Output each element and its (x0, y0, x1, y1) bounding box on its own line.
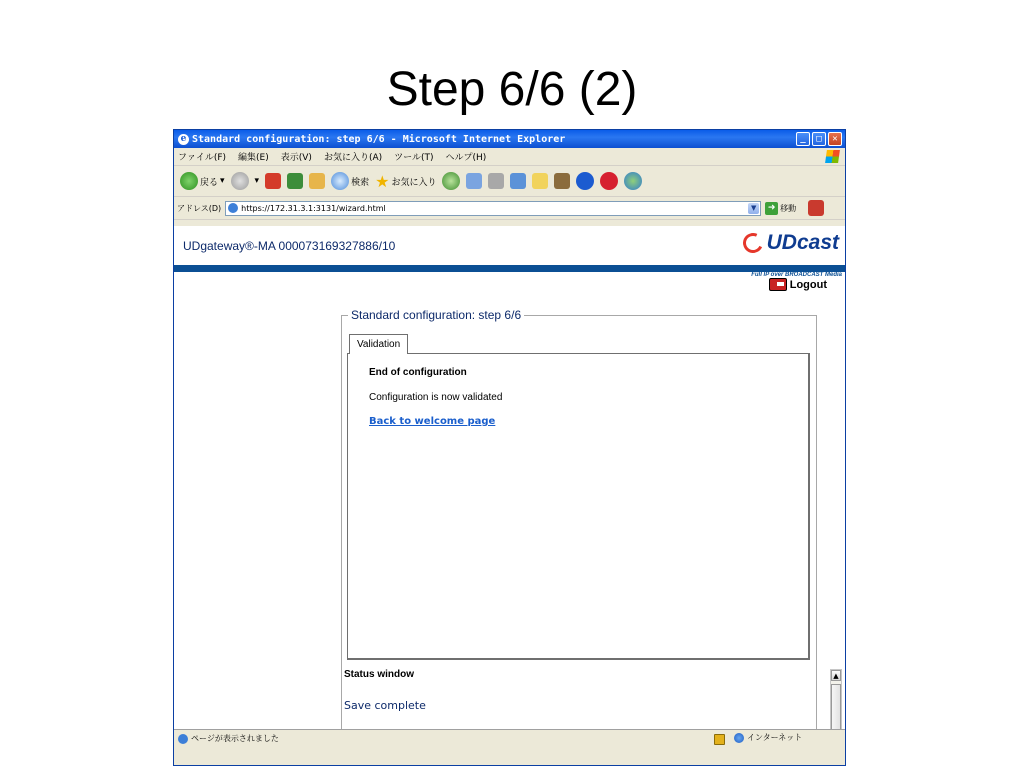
security-zone (734, 732, 802, 743)
chevron-down-icon: ▾ (254, 176, 260, 186)
wizard-fieldset (341, 308, 817, 747)
star-icon: ★ (375, 171, 390, 191)
status-window-title: Status window (344, 669, 414, 680)
windows-flag-icon (825, 150, 840, 163)
lock-icon[interactable] (714, 734, 725, 745)
toolbar (174, 166, 845, 197)
chevron-down-icon[interactable]: ▼ (748, 203, 759, 214)
maximize-button[interactable]: □ (812, 132, 826, 146)
go-button[interactable] (765, 202, 796, 215)
logout-label: Logout (789, 278, 827, 291)
print-icon[interactable] (488, 173, 504, 189)
back-label: 戻る (200, 177, 219, 188)
menu-favorites[interactable]: お気に入り(A) (323, 153, 383, 163)
window-titlebar[interactable] (174, 130, 845, 148)
forward-arrow-icon[interactable] (231, 172, 249, 190)
browser-window (173, 129, 846, 766)
bluetooth-icon[interactable] (576, 172, 594, 190)
zone-text: インターネット (747, 733, 803, 742)
address-input[interactable] (225, 201, 761, 216)
mail-icon[interactable] (466, 173, 482, 189)
chevron-down-icon: ▾ (220, 176, 225, 186)
close-button[interactable]: ✕ (828, 132, 842, 146)
page-content (174, 226, 845, 747)
tab-validation[interactable]: Validation (349, 334, 408, 354)
back-arrow-icon (180, 172, 198, 190)
panel-message: Configuration is now validated (369, 392, 503, 403)
users-icon[interactable] (624, 172, 642, 190)
status-line: Save complete (344, 699, 426, 712)
search-label: 検索 (351, 177, 370, 188)
wizard-legend: Standard configuration: step 6/6 (348, 308, 524, 322)
address-label: アドレス(D) (177, 203, 222, 213)
acrobat-icon[interactable] (808, 200, 824, 216)
go-arrow-icon: ➜ (765, 202, 778, 215)
menu-edit[interactable]: 編集(E) (238, 153, 269, 163)
menu-help[interactable]: ヘルプ(H) (445, 153, 487, 163)
go-label: 移動 (780, 203, 797, 213)
back-button[interactable] (180, 172, 225, 190)
panel-heading: End of configuration (369, 367, 467, 378)
status-text: ページが表示されました (191, 734, 279, 743)
stop-icon[interactable] (265, 173, 281, 189)
globe-icon (734, 733, 744, 743)
home-icon[interactable] (309, 173, 325, 189)
scroll-thumb[interactable] (831, 684, 841, 730)
validation-panel (347, 353, 810, 660)
product-name: UDgateway®-MA 000073169327886/10 (183, 239, 396, 253)
menu-bar (174, 148, 845, 166)
back-to-welcome-link[interactable]: Back to welcome page (369, 416, 496, 427)
favorites-button[interactable] (375, 172, 436, 191)
logout-button[interactable] (769, 278, 827, 291)
brand-name: UDcast (766, 231, 839, 254)
page-icon (228, 203, 238, 213)
menu-view[interactable]: 表示(V) (280, 153, 312, 163)
address-bar (174, 197, 845, 220)
search-button[interactable] (331, 172, 369, 190)
scroll-up-icon[interactable]: ▲ (831, 670, 841, 681)
logout-icon (769, 278, 787, 291)
udcast-logo (743, 231, 839, 255)
ie-logo-icon: e (178, 134, 189, 145)
browser-statusbar (174, 729, 845, 747)
slide-title: Step 6/6 (2) (386, 63, 638, 116)
refresh-icon[interactable] (287, 173, 303, 189)
window-title: Standard configuration: step 6/6 - Microsoft Internet Explorer (192, 133, 566, 145)
history-icon[interactable] (442, 172, 460, 190)
brand-ring-icon (740, 230, 766, 256)
folder-icon[interactable] (532, 173, 548, 189)
messenger-icon[interactable] (600, 172, 618, 190)
page-done-icon (178, 734, 188, 744)
header-band (174, 265, 845, 272)
research-icon[interactable] (554, 173, 570, 189)
edit-icon[interactable] (510, 173, 526, 189)
minimize-button[interactable]: _ (796, 132, 810, 146)
favorites-label: お気に入り (391, 177, 437, 188)
address-url: https://172.31.3.1:3131/wizard.html (241, 203, 386, 213)
menu-tools[interactable]: ツール(T) (394, 153, 434, 163)
menu-file[interactable]: ファイル(F) (178, 153, 227, 163)
brand-tagline: Full IP over BROADCAST Media (751, 272, 842, 278)
search-icon (331, 172, 349, 190)
